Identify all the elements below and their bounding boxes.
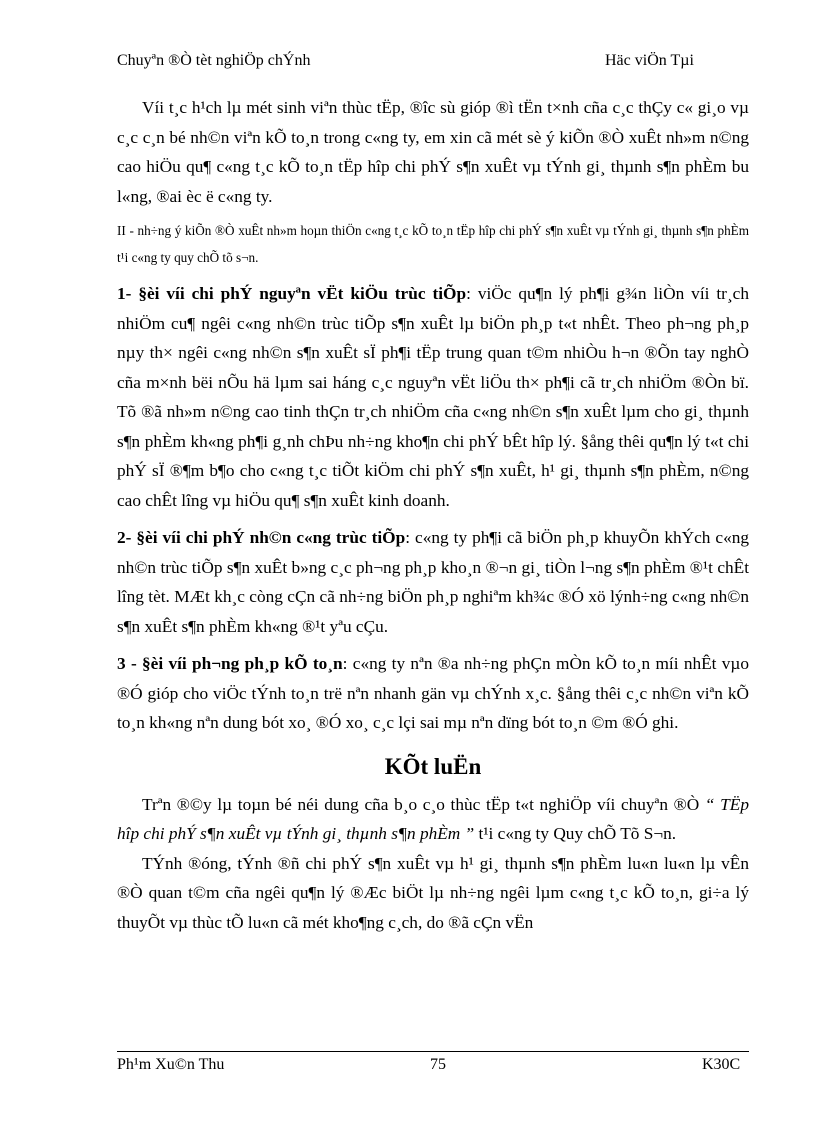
main-content [117,93,749,937]
item-2-label: 2- §èi víi chi phÝ nh©n c«ng trùc tiÕp [117,528,406,547]
item-3-paragraph [117,649,749,738]
item-3-label: 3 - §èi víi ph¬ng ph¸p kÕ to¸n [117,654,343,673]
conclusion-heading: KÕt luËn [384,753,482,779]
footer-divider [117,1051,749,1052]
intro-paragraph: Víi t¸c h¹ch lµ mét sinh viªn thùc tËp, ®îc sù gióp ®ì tËn t×nh cña c¸c thÇy c« gi¸o vµ c¸c c¸n bé nh©n viªn kÕ to¸n trong c«ng ty, em xin cã mét sè ý kiÕn ®Ò xuÊt nh»m n©ng cao hiÖu qu¶ c«ng t¸c kÕ to¸n tËp hîp chi phÝ s¶n xuÊt vµ tÝnh gi¸ thµnh s¶n phÈm bu l«ng, ®ai èc ë c«ng ty. [117,98,749,206]
conclusion-p1-start: Trªn ®©y lµ toµn bé néi dung cña b¸o c¸o thùc tËp t«t nghiÖp víi chuyªn ®Ò [142,794,705,814]
header-right: Häc viÖn Tµi [605,52,694,69]
section-ii-heading: II - nh÷ng ý kiÕn ®Ò xuÊt nh»m hoµn thiÖn c«ng t¸c kÕ to¸n tËp hîp chi phÝ s¶n xuÊt vµ tÝnh gi¸ thµnh s¶n phÈm t¹i c«ng ty quy chÕ tõ s¬n. [117,223,749,265]
item-1-label: 1- §èi víi chi phÝ nguyªn vËt kiÖu trùc tiÕp [117,284,467,303]
item-1-paragraph [117,279,749,515]
conclusion-p1-end: t¹i c«ng ty Quy chÕ Tõ S¬n. [474,824,677,843]
footer-class-code: K30C [702,1056,741,1073]
item-2-paragraph [117,523,749,641]
item-2-text: : c«ng ty ph¶i cã biÖn ph¸p khuyÕn khÝch c«ng nh©n trùc tiÕp s¶n xuÊt b»ng c¸c ph¬ng ph¸p kho¸n ®¬n gi¸ tiÒn l¬ng s¶n phÈm ®¹t chÊt lîng tèt. MÆt kh¸c còng cÇn cã nh÷ng biÖn ph¸p nghiªm kh¾c ®Ó xö lýnh÷ng c«ng nh©n s¶n xuÊt s¶n phÈm kh«ng ®¹t yªu cÇu. [117,528,749,636]
footer-author: Ph¹m Xu©n Thu [117,1056,225,1073]
conclusion-paragraph-1 [117,790,749,849]
item-3-text: : c«ng ty nªn ®a nh÷ng phÇn mÒn kÕ to¸n míi nhÊt vµo ®Ó gióp cho viÖc tÝnh to¸n trë nªn nhanh gän vµ chÝnh x¸c. §ång thêi c¸c nh©n viªn kÕ to¸n kh«ng nªn dung bót xo¸ ®Ó xo¸ c¸c lçi sai mµ nªn dïng bót to¸n ©m ®Ó ghi. [117,654,750,732]
conclusion-paragraph-2: TÝnh ®óng, tÝnh ®ñ chi phÝ s¶n xuÊt vµ h¹ gi¸ thµnh s¶n phÈm lu«n lu«n lµ vÊn ®Ò quan t©m cña ngêi qu¶n lý ®Æc biÖt lµ nh÷ng ngêi lµm c«ng t¸c kÕ to¸n, gi÷a lý thuyÕt vµ thùc tÕ lu«n cã mét kho¶ng c¸ch, do ®ã cÇn vËn [117,853,749,932]
page-number: 75 [430,1056,446,1073]
item-1-text: : viÖc qu¶n lý ph¶i g¾n liÒn víi tr¸ch nhiÖm cu¶ ngêi c«ng nh©n trùc tiÕp s¶n xuÊt lµ biÖn ph¸p t«t nhÊt. Theo ph¬ng ph¸p nµy th× ngêi c«ng nh©n s¶n xuÊt sÏ ph¶i tËp trung quan t©m nhiÒu h¬n ®Õn tay nghÒ cña m×nh bëi nÕu hä lµm sai háng c¸c nguyªn vËt liÖu th× ph¶i cã tr¸ch nhiÖm ®Òn bï. Tõ ®ã nh»m n©ng cao tinh thÇn tr¸ch nhiÖm cña c«ng nh©n s¶n xuÊt lµm cho gi¸ thµnh s¶n phÈm kh«ng ph¶i g¸nh chÞu nh÷ng kho¶n chi phÝ bÊt hîp lý. §ång thêi qu¶n lý t«t chi phÝ sÏ ®¶m b¶o cho c«ng t¸c tiÕt kiÖm chi phÝ s¶n xuÊt, h¹ gi¸ thµnh s¶n phÈm, n©ng cao chÊt lîng vµ hiÖu qu¶ s¶n xuÊt kinh doanh. [117,284,749,510]
conclusion-p1-title: “ TËp hîp chi phÝ s¶n xuÊt vµ tÝnh gi¸ thµnh s¶n phÈm ” [117,794,749,843]
header-left: Chuyªn ®Ò tèt nghiÖp chÝnh [117,52,311,69]
